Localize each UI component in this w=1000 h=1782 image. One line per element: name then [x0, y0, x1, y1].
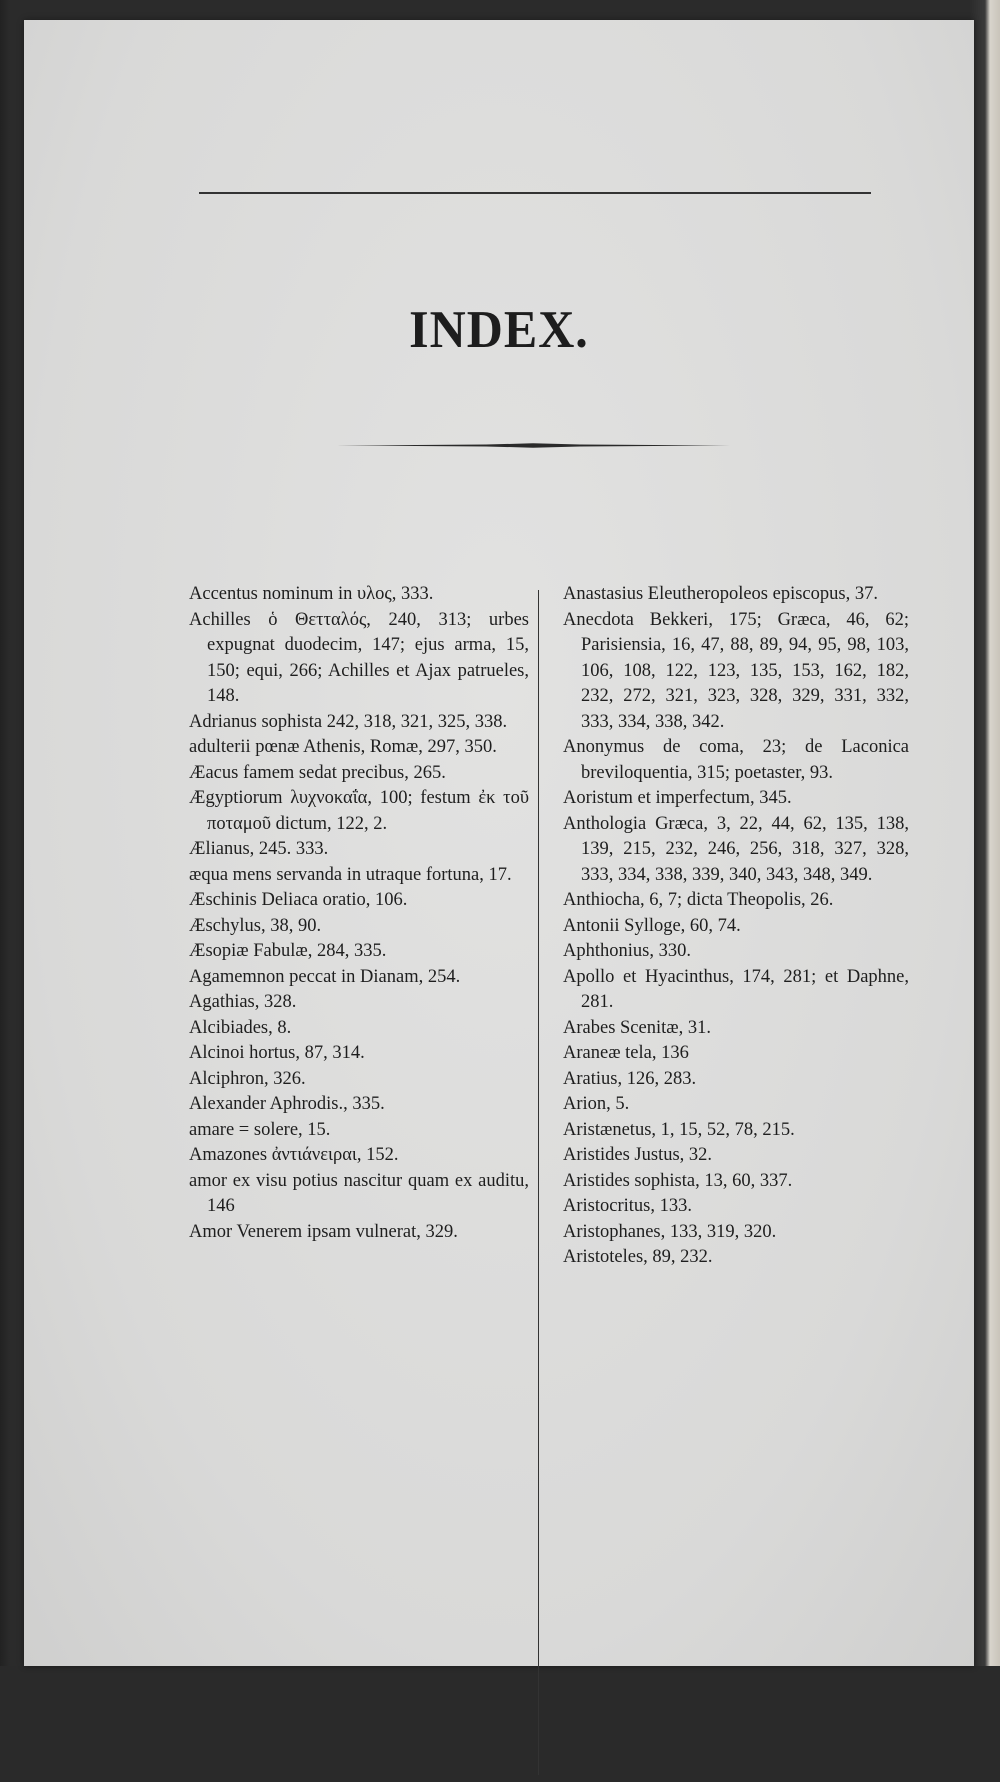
index-entry: Achilles ὁ Θετταλός, 240, 313; urbes expugnat duodecim, 147; ejus arma, 15, 150; equi, 266; Achilles et Ajax patrueles, 148. — [189, 609, 529, 706]
index-entry: Accentus nominum in υλος, 333. — [189, 584, 434, 604]
index-entry: Aphthonius, 330. — [563, 941, 691, 961]
index-entry: æqua mens servanda in utraque fortuna, 17. — [189, 864, 512, 885]
index-column-left — [189, 582, 529, 1245]
index-entry: amare = solere, 15. — [189, 1119, 331, 1140]
index-entry: Alciphron, 326. — [189, 1068, 306, 1089]
index-columns — [189, 582, 909, 1782]
page-title: INDEX. — [409, 299, 589, 359]
index-entry: Aristides sophista, 13, 60, 337. — [563, 1170, 793, 1191]
index-entry: Anonymus de coma, 23; de Laconica breviloquentia, 315; poetaster, 93. — [563, 737, 909, 783]
index-entry: Ælianus, 245. 333. — [189, 839, 329, 859]
index-entry: Arabes Scenitæ, 31. — [563, 1017, 711, 1038]
index-entry: Aristænetus, 1, 15, 52, 78, 215. — [563, 1119, 795, 1140]
index-entry: Agathias, 328. — [189, 992, 297, 1012]
ornamental-rule — [336, 443, 730, 447]
index-entry: Æsopiæ Fabulæ, 284, 335. — [189, 941, 387, 961]
index-entry: Antonii Sylloge, 60, 74. — [563, 915, 741, 936]
index-entry: Apollo et Hyacinthus, 174, 281; et Daphne, 281. — [563, 966, 909, 1012]
index-entry: Anecdota Bekkeri, 175; Græca, 46, 62; Parisiensia, 16, 47, 88, 89, 94, 95, 98, 103, 106, 108, 122, 123, 135, 153, 162, 182, 232, 272, 321, 323, 328, 329, 331, 332, 333, 334, 338, 342. — [563, 609, 909, 732]
index-entry: Alcinoi hortus, 87, 314. — [189, 1043, 365, 1063]
index-entry: Aratius, 126, 283. — [563, 1068, 697, 1089]
index-entry: Aristides Justus, 32. — [563, 1145, 713, 1165]
index-entry: Ægyptiorum λυχνοκαΐα, 100; festum ἐκ τοῦ ποταμοῦ dictum, 122, 2. — [189, 788, 529, 834]
index-entry: Amor Venerem ipsam vulnerat, 329. — [189, 1221, 458, 1242]
index-entry: Anastasius Eleutheropoleos episcopus, 37. — [563, 584, 878, 604]
index-entry: Araneæ tela, 136 — [563, 1043, 689, 1063]
index-entry: Aristophanes, 133, 319, 320. — [563, 1221, 777, 1242]
index-entry: Arion, 5. — [563, 1094, 630, 1114]
index-entry: Aristocritus, 133. — [563, 1196, 692, 1216]
column-divider — [538, 590, 539, 1775]
index-entry: Alexander Aphrodis., 335. — [189, 1094, 385, 1114]
index-column-right — [563, 582, 909, 1271]
index-entry: Aristoteles, 89, 232. — [563, 1247, 713, 1267]
top-rule — [199, 192, 871, 194]
index-entry: Alcibiades, 8. — [189, 1017, 292, 1038]
index-entry: Aoristum et imperfectum, 345. — [563, 788, 792, 808]
index-entry: Adrianus sophista 242, 318, 321, 325, 338. — [189, 711, 508, 732]
book-page — [24, 20, 974, 1666]
index-entry: adulterii pœnæ Athenis, Romæ, 297, 350. — [189, 737, 497, 757]
index-entry: Æschinis Deliaca oratio, 106. — [189, 890, 408, 910]
index-entry: Agamemnon peccat in Dianam, 254. — [189, 966, 461, 987]
index-entry: amor ex visu potius nascitur quam ex auditu, 146 — [189, 1170, 529, 1216]
index-entry: Æschylus, 38, 90. — [189, 915, 322, 936]
index-entry: Æacus famem sedat precibus, 265. — [189, 762, 446, 783]
index-entry: Anthiocha, 6, 7; dicta Theopolis, 26. — [563, 890, 834, 910]
index-entry: Anthologia Græca, 3, 22, 44, 62, 135, 138, 139, 215, 232, 246, 256, 318, 327, 328, 333, 334, 338, 339, 340, 343, 348, 349. — [563, 813, 909, 885]
index-entry: Amazones ἀντιάνειραι, 152. — [189, 1145, 399, 1165]
